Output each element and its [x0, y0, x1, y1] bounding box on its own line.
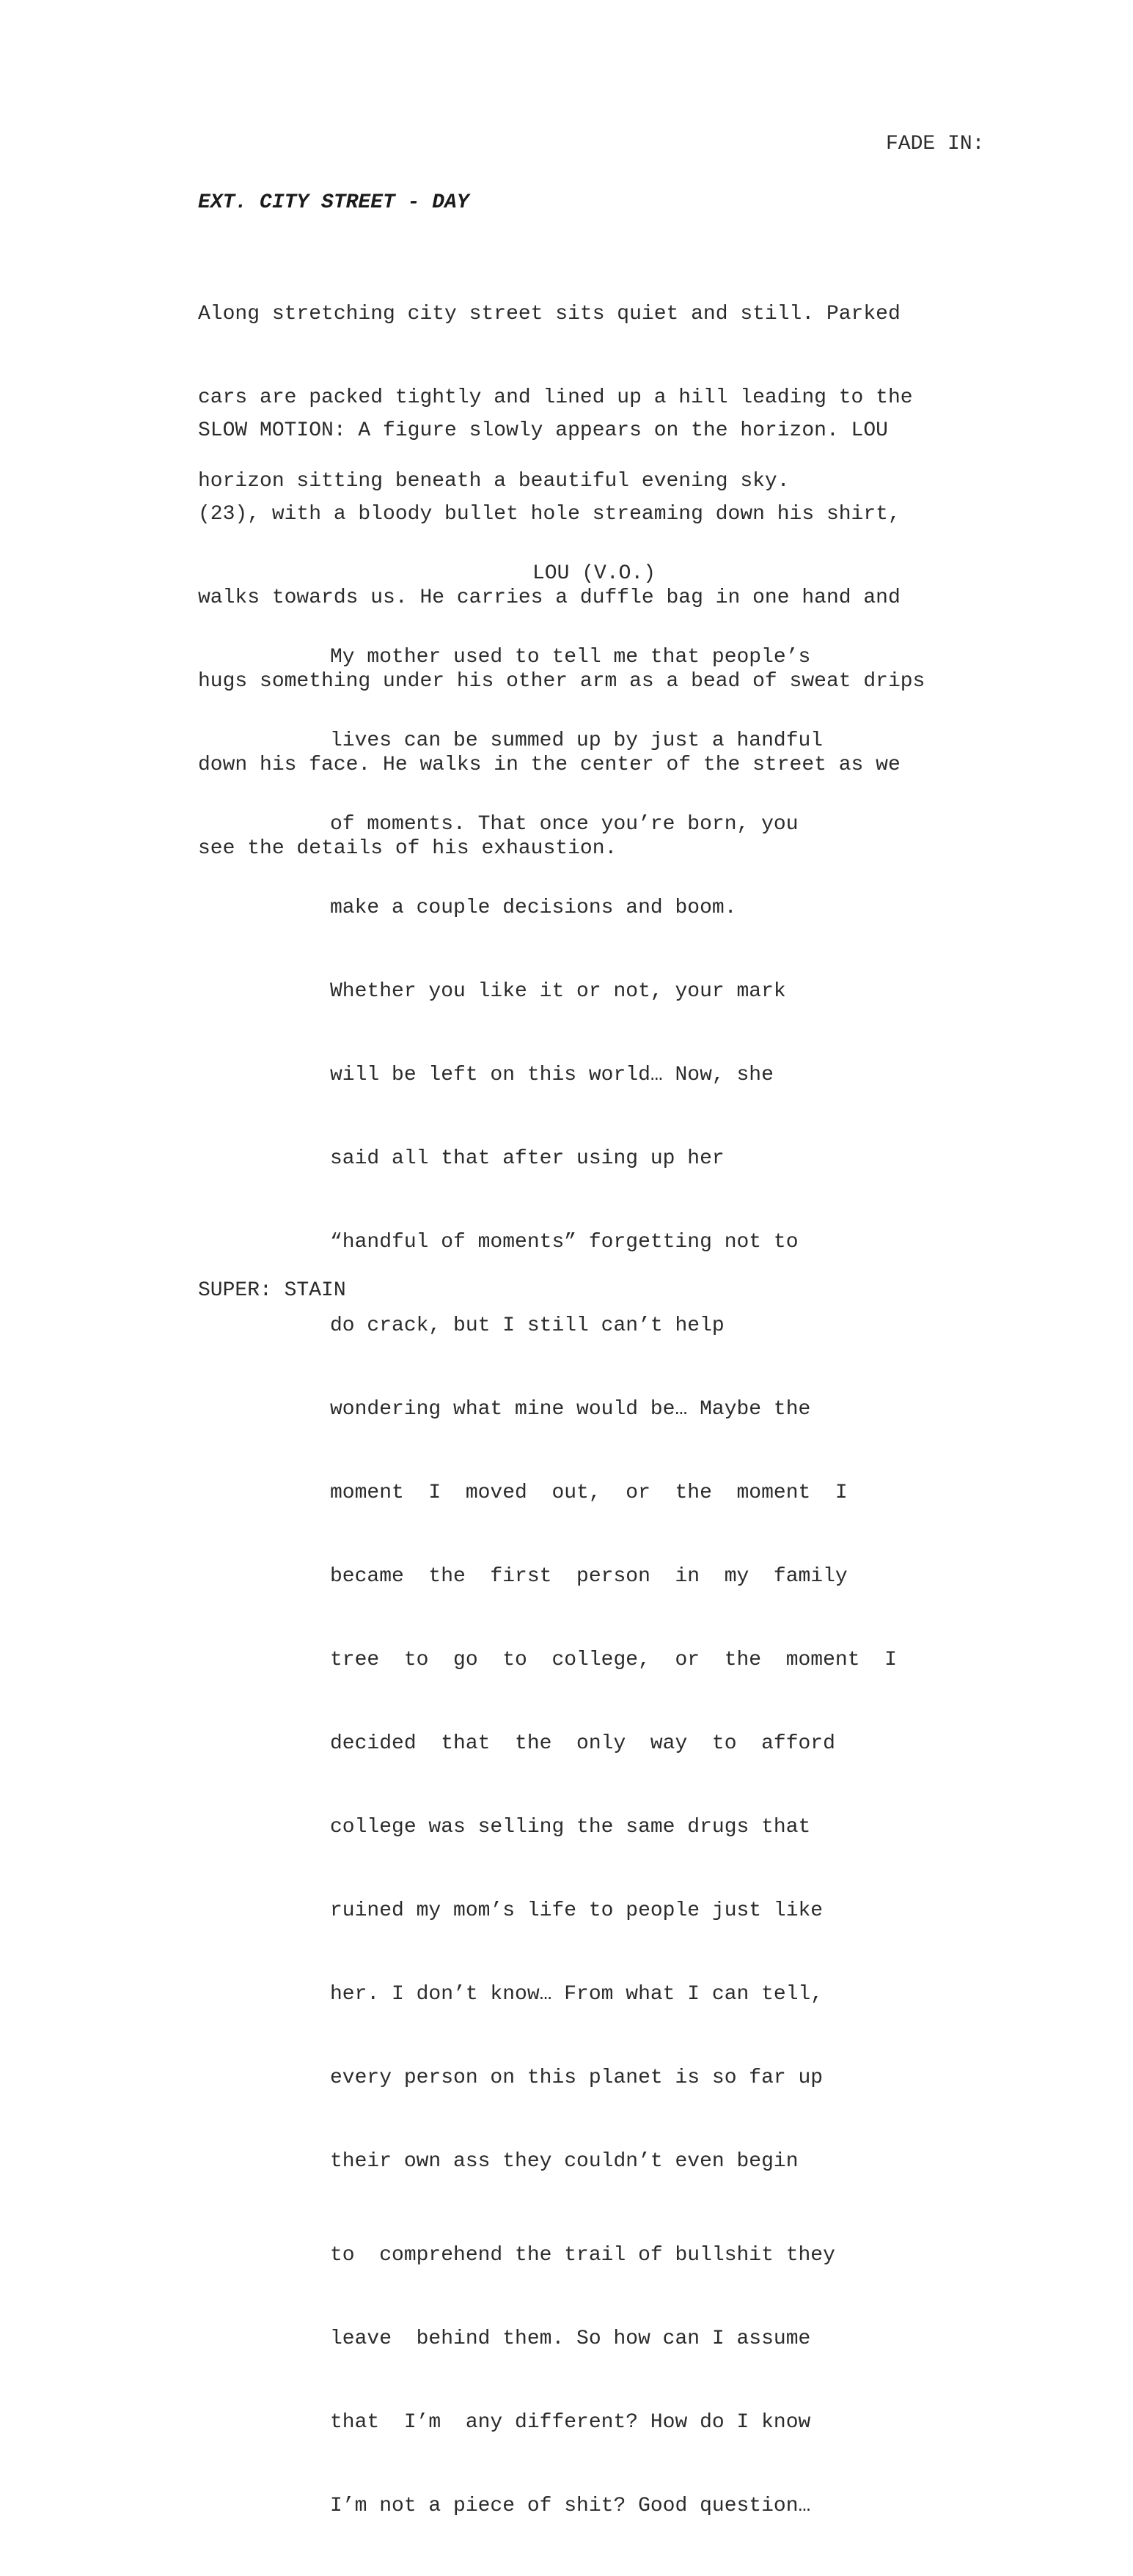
dialogue-line: wondering what mine would be… Maybe the [330, 1398, 811, 1421]
action-line: hugs something under his other arm as a bead of sweat drips [198, 670, 925, 693]
dialogue-line: her. I don’t know… From what I can tell, [330, 1983, 824, 2006]
dialogue-line: Whether you like it or not, your mark [330, 980, 786, 1003]
action-line: cars are packed tightly and lined up a hill leading to the [198, 386, 913, 409]
dialogue-line: My mother used to tell me that people’s [330, 646, 811, 669]
dialogue-line: will be left on this world… Now, she [330, 1064, 774, 1086]
dialogue-line: “handful of moments” forgetting not to [330, 1231, 799, 1254]
action-line: (23), with a bloody bullet hole streaming down his shirt, [198, 503, 901, 526]
dialogue-line: decided that the only way to afford [330, 1732, 835, 1755]
dialogue-line: tree to go to college, or the moment I [330, 1649, 897, 1671]
action-line: Along stretching city street sits quiet and still. Parked [198, 303, 901, 325]
dialogue-line: make a couple decisions and boom. [330, 897, 737, 919]
dialogue-line: do crack, but I still can’t help [330, 1314, 725, 1337]
action-line: down his face. He walks in the center of the street as we [198, 754, 901, 776]
dialogue-line: to comprehend the trail of bullshit they [330, 2244, 835, 2267]
action-line: walks towards us. He carries a duffle bag in one hand and [198, 586, 901, 609]
dialogue-line: moment I moved out, or the moment I [330, 1482, 848, 1504]
action-line: horizon sitting beneath a beautiful evening sky. [198, 470, 790, 493]
transition-fade-in: FADE IN: [886, 133, 985, 155]
dialogue-line: every person on this planet is so far up [330, 2067, 824, 2089]
super-title: SUPER: STAIN [198, 1279, 346, 1302]
dialogue-line: of moments. That once you’re born, you [330, 813, 799, 836]
dialogue-line: college was selling the same drugs that [330, 1816, 811, 1839]
dialogue-line: became the first person in my family [330, 1565, 848, 1588]
dialogue-block [330, 588, 897, 2576]
dialogue-line: their own ass they couldn’t even begin [330, 2150, 799, 2173]
action-line: see the details of his exhaustion. [198, 837, 617, 860]
dialogue-line: leave behind them. So how can I assume [330, 2327, 811, 2350]
dialogue-line: that I’m any different? How do I know [330, 2411, 811, 2434]
character-cue: LOU (V.O.) [532, 562, 656, 585]
action-line: SLOW MOTION: A figure slowly appears on the horizon. LOU [198, 419, 888, 442]
scene-heading: EXT. CITY STREET - DAY [198, 191, 469, 214]
dialogue-line: ruined my mom’s life to people just like [330, 1899, 824, 1922]
dialogue-line: I’m not a piece of shit? Good question… [330, 2495, 811, 2517]
dialogue-line: lives can be summed up by just a handful [330, 729, 824, 752]
dialogue-line: said all that after using up her [330, 1147, 725, 1170]
